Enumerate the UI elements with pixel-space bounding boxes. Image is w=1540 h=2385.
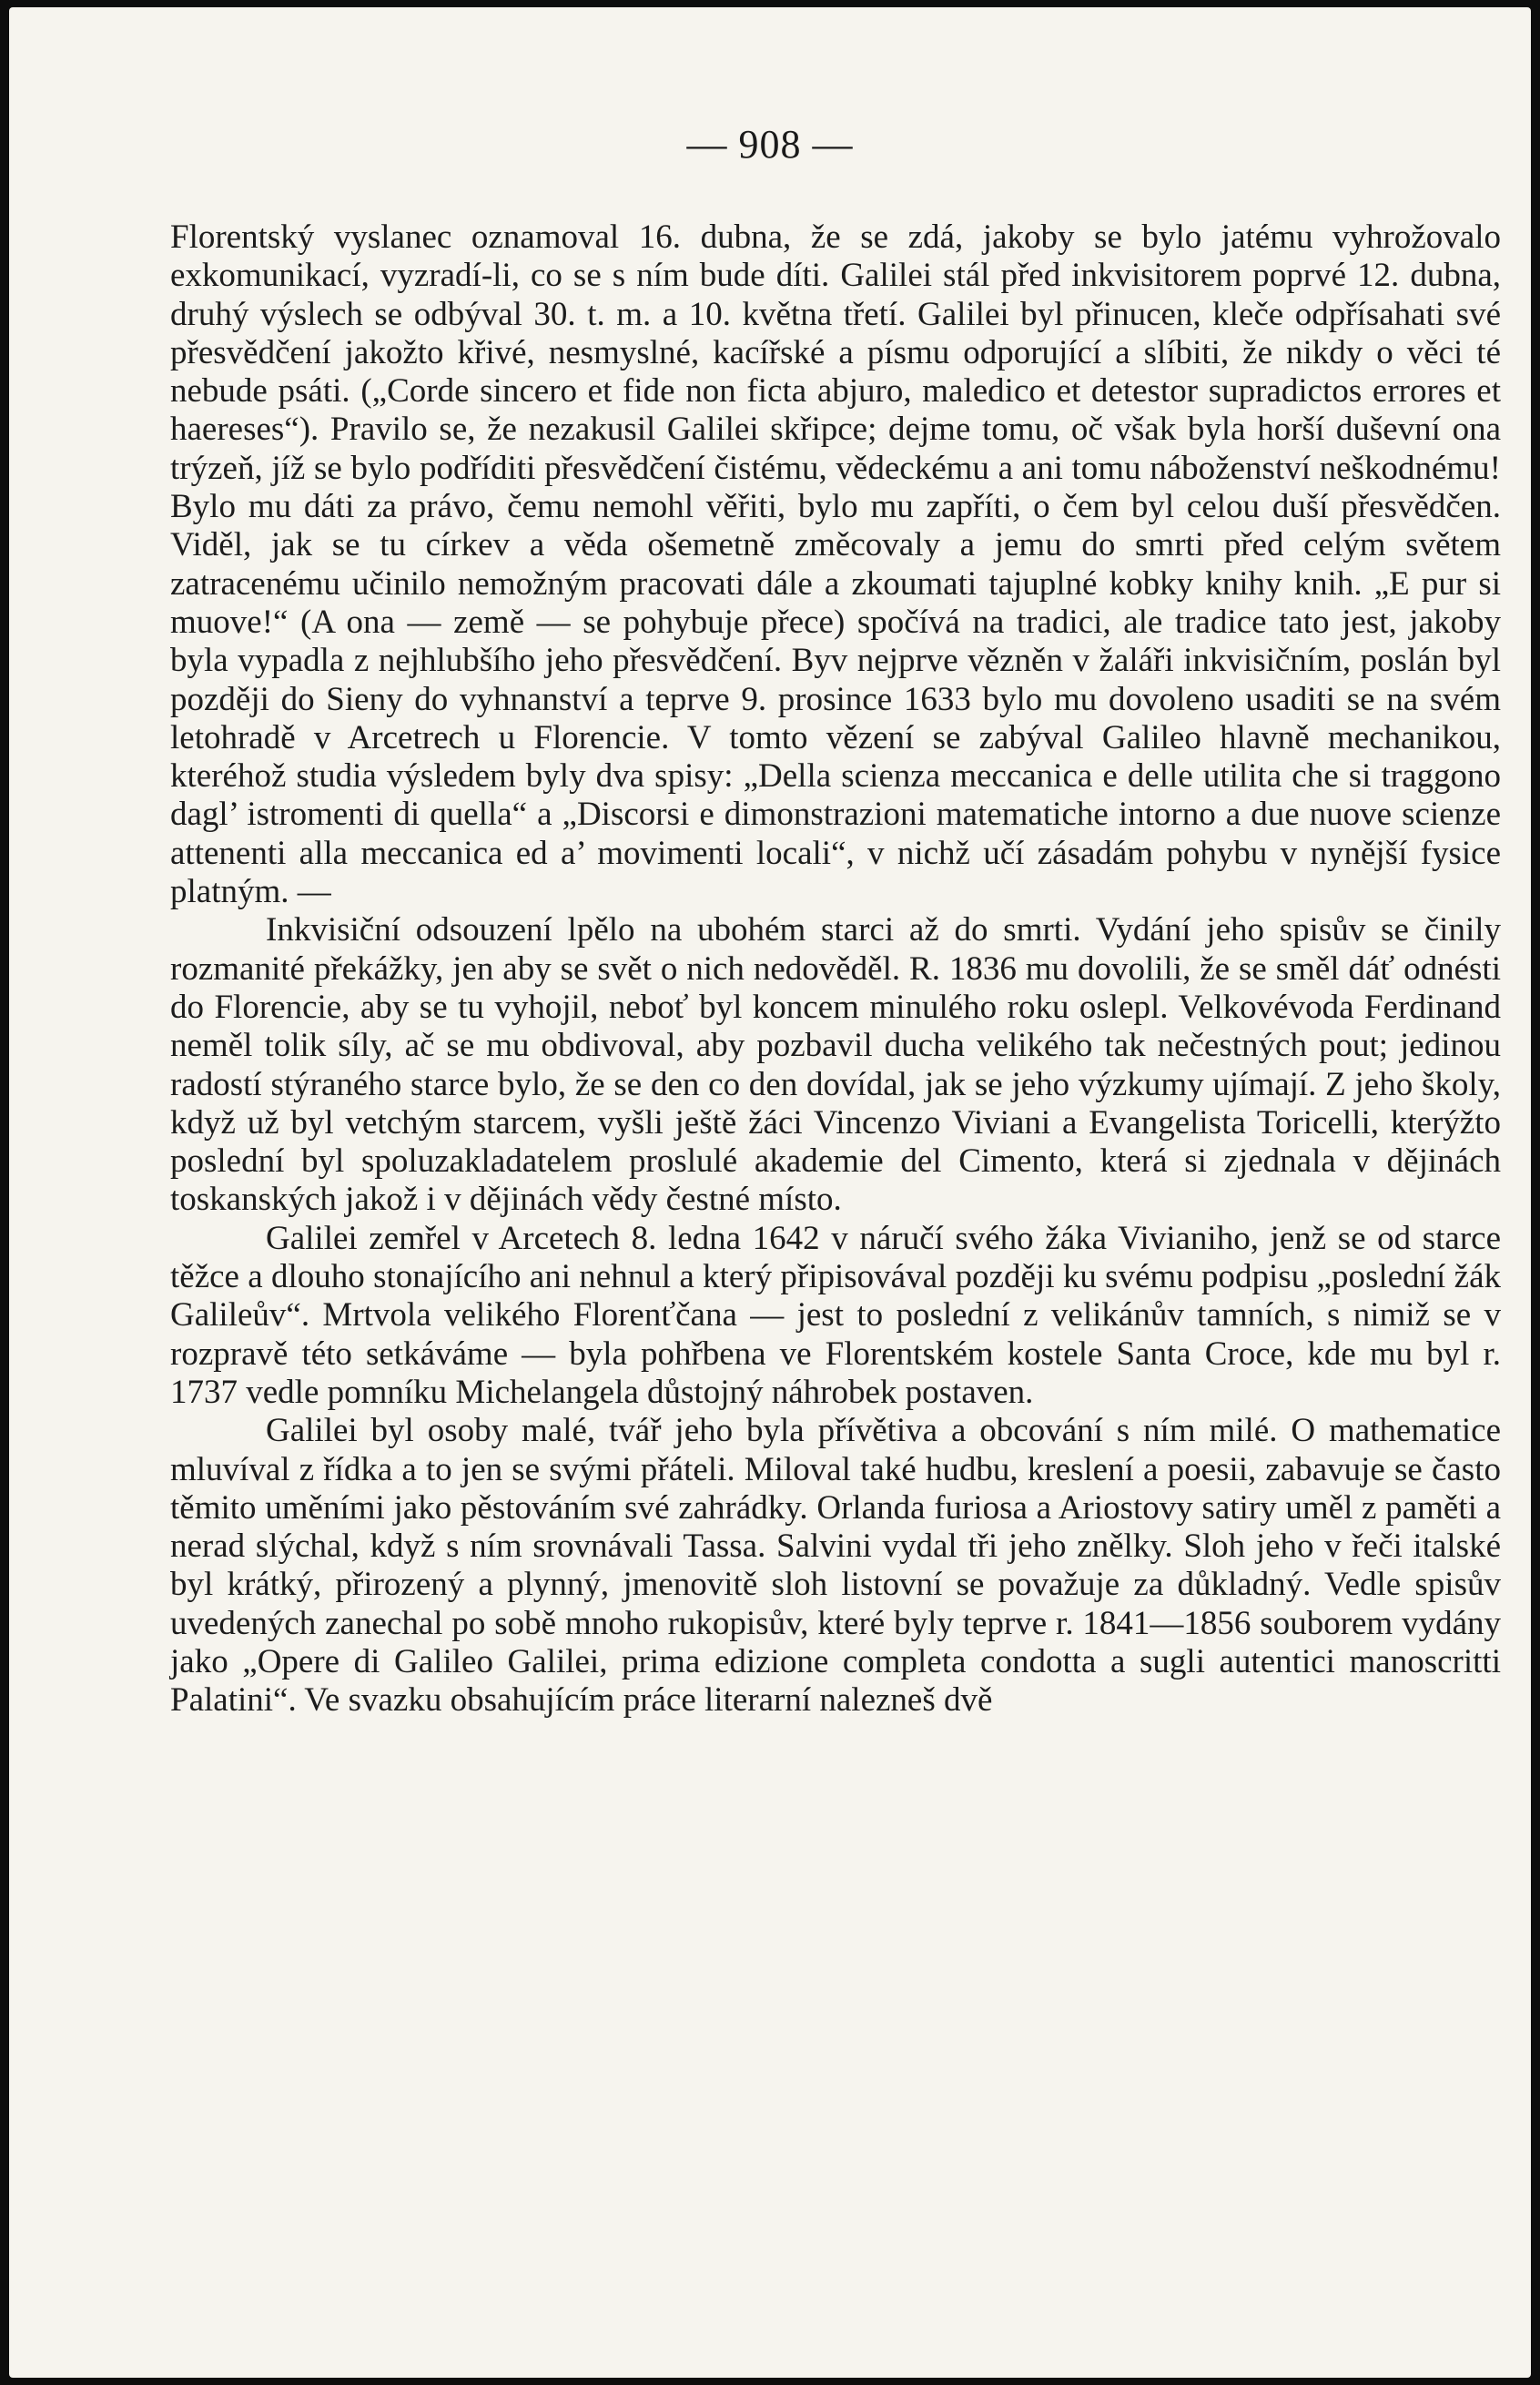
book-page	[9, 7, 1531, 2378]
paragraph-1: Florentský vyslanec oznamoval 16. dubna, že se zdá, jakoby se bylo jatému vyhrožovalo exkomunikací, vyzradí-li, co se s ním bude díti. Galilei stál před inkvisitorem poprvé 12. dubna, druhý výslech se odbýval 30. t. m. a 10. května třetí. Galilei byl přinucen, kleče odpřísahati své přesvědčení jakožto křivé, nesmyslné, kacířské a písmu odporující a slíbiti, že nikdy o věci té nebude psáti. („Corde sincero et fide non ficta abjuro, maledico et detestor supradictos errores et haereses“). Pravilo se, že nezakusil Galilei skřipce; dejme tomu, oč však byla horší duševní ona trýzeň, jíž se bylo podříditi přesvědčení čistému, vědeckému a ani tomu náboženství neškodnému! Bylo mu dáti za právo, čemu nemohl věřiti, bylo mu zapříti, o čem byl celou duší přesvědčen. Viděl, jak se tu církev a věda ošemetně změcovaly a jemu do smrti před celým světem zatracenému učinilo nemožným pracovati dále a zkoumati tajuplné kobky knihy knih. „E pur si muove!“ (A ona — země — se pohybuje přece) spočívá na tradici, ale tradice tato jest, jakoby byla vypadla z nejhlubšího jeho přesvědčení. Byv nejprve vězněn v žaláři inkvisičním, poslán byl později do Sieny do vyhnanství a teprve 9. prosince 1633 bylo mu dovoleno usaditi se na svém letohradě v Arcetrech u Florencie. V tomto vězení se zabýval Galileo hlavně mechanikou, kteréhož studia výsledem byly dva spisy: „Della scienza meccanica e delle utilita che si traggono dagl’ istromenti di quella“ a „Discorsi e dimonstrazioni matematiche intorno a due nuove scienze attenenti alla meccanica ed a’ movimenti locali“, v nichž učí zásadám pohybu v nynější fysice platným. —	[170, 218, 1501, 911]
paragraph-2: Inkvisiční odsouzení lpělo na ubohém starci až do smrti. Vydání jeho spisův se činily rozmanité překážky, jen aby se svět o nich nedověděl. R. 1836 mu dovolili, že se směl dáť odnésti do Florencie, aby se tu vyhojil, neboť byl koncem minulého roku oslepl. Velkovévoda Ferdinand neměl tolik síly, ač se mu obdivoval, aby pozbavil ducha velikého tak nečestných pout; jedinou radostí stýraného starce bylo, že se den co den dovídal, jak se jeho výzkumy ujímají. Z jeho školy, když už byl vetchým starcem, vyšli ještě žáci Vincenzo Viviani a Evangelista Toricelli, kterýžto poslední byl spoluzakladatelem proslulé akademie del Cimento, která si zjednala v dějinách toskanských jakož i v dějinách vědy čestné místo.	[170, 911, 1501, 1219]
paragraph-3: Galilei zemřel v Arcetech 8. ledna 1642 v náručí svého žáka Vivianiho, jenž se od starce těžce a dlouho stonajícího ani nehnul a který připisovával později ku svému podpisu „poslední žák Galileův“. Mrtvola velikého Florenťčana — jest to poslední z velikánův tamních, s nimiž se v rozpravě této setkáváme — byla pohřbena ve Florentském kostele Santa Croce, kde mu byl r. 1737 vedle pomníku Michelangela důstojný náhrobek postaven.	[170, 1219, 1501, 1411]
page-number: — 908 —	[686, 122, 854, 167]
body-text	[170, 218, 1501, 1720]
paragraph-4: Galilei byl osoby malé, tvář jeho byla přívětiva a obcování s ním milé. O mathematice mluvíval z řídka a to jen se svými přáteli. Miloval také hudbu, kreslení a poesii, zabavuje se často těmito uměními jako pěstováním své zahrádky. Orlanda furiosa a Ariostovy satiry uměl z paměti a nerad slýchal, když s ním srovnávali Tassa. Salvini vydal tři jeho znělky. Sloh jeho v řeči italské byl krátký, přirozený a plynný, jmenovitě sloh listovní se považuje za důkladný. Vedle spisův uvedených zanechal po sobě mnoho rukopisův, které byly teprve r. 1841—1856 souborem vydány jako „Opere di Galileo Galilei, prima edizione completa condotta a sugli autentici manoscritti Palatini“. Ve svazku obsahujícím práce literarní nalezneš dvě	[170, 1412, 1501, 1720]
